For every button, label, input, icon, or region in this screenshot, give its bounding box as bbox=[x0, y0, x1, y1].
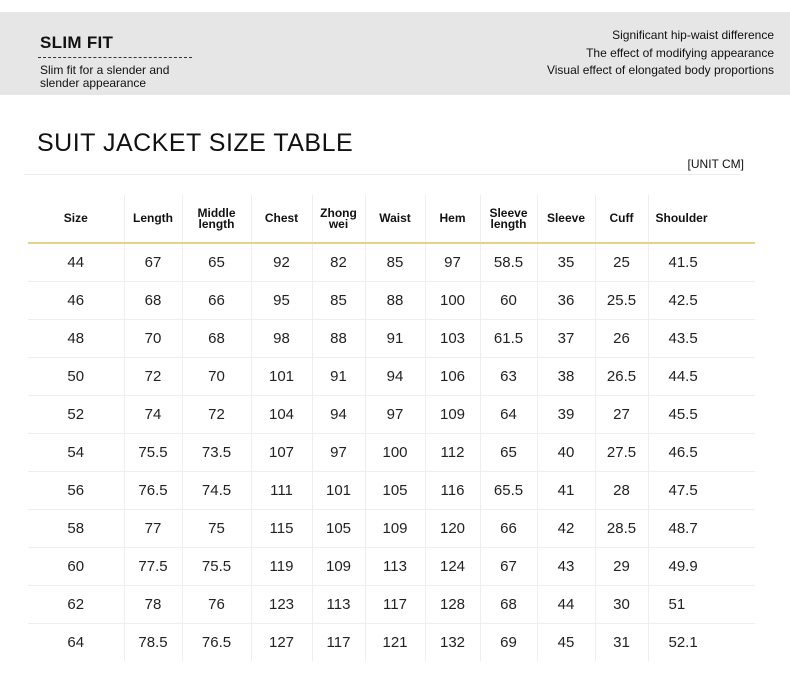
table-cell: 105 bbox=[312, 509, 365, 547]
table-cell: 74 bbox=[124, 395, 182, 433]
table-cell: 88 bbox=[312, 319, 365, 357]
divider bbox=[24, 174, 740, 175]
table-cell: 25.5 bbox=[595, 281, 648, 319]
table-cell: 72 bbox=[124, 357, 182, 395]
table-cell: 68 bbox=[182, 319, 251, 357]
fit-description: Slim fit for a slender and slender appearance bbox=[40, 63, 170, 90]
table-cell: 85 bbox=[312, 281, 365, 319]
table-cell: 94 bbox=[312, 395, 365, 433]
table-cell: 85 bbox=[365, 243, 425, 281]
table-cell: 60 bbox=[480, 281, 537, 319]
page-title: SUIT JACKET SIZE TABLE bbox=[37, 129, 354, 157]
table-row bbox=[28, 547, 755, 585]
table-cell: 58 bbox=[28, 509, 124, 547]
table-cell: 42 bbox=[537, 509, 595, 547]
table-cell: 60 bbox=[28, 547, 124, 585]
table-cell: 92 bbox=[251, 243, 312, 281]
table-cell: 113 bbox=[365, 547, 425, 585]
table-cell: 68 bbox=[124, 281, 182, 319]
table-cell: 43.5 bbox=[648, 319, 755, 357]
table-cell: 36 bbox=[537, 281, 595, 319]
table-cell: 109 bbox=[365, 509, 425, 547]
table-cell: 74.5 bbox=[182, 471, 251, 509]
table-cell: 106 bbox=[425, 357, 480, 395]
table-cell: 104 bbox=[251, 395, 312, 433]
table-cell: 97 bbox=[425, 243, 480, 281]
table-cell: 78 bbox=[124, 585, 182, 623]
table-cell: 27 bbox=[595, 395, 648, 433]
column-header: Sleeve length bbox=[480, 195, 537, 243]
column-header: Shoulder bbox=[648, 195, 755, 243]
table-cell: 52 bbox=[28, 395, 124, 433]
table-cell: 100 bbox=[425, 281, 480, 319]
table-cell: 39 bbox=[537, 395, 595, 433]
fit-title: SLIM FIT bbox=[40, 33, 114, 52]
table-row bbox=[28, 357, 755, 395]
table-cell: 76.5 bbox=[124, 471, 182, 509]
table-cell: 66 bbox=[182, 281, 251, 319]
table-cell: 101 bbox=[251, 357, 312, 395]
table-cell: 48.7 bbox=[648, 509, 755, 547]
table-cell: 49.9 bbox=[648, 547, 755, 585]
table-cell: 44 bbox=[28, 243, 124, 281]
feature-item: Visual effect of elongated body proportions bbox=[546, 63, 774, 77]
table-row bbox=[28, 319, 755, 357]
table-cell: 75.5 bbox=[124, 433, 182, 471]
table-cell: 66 bbox=[480, 509, 537, 547]
table-cell: 64 bbox=[480, 395, 537, 433]
table-cell: 120 bbox=[425, 509, 480, 547]
column-header: Cuff bbox=[595, 195, 648, 243]
column-header: Chest bbox=[251, 195, 312, 243]
table-cell: 124 bbox=[425, 547, 480, 585]
table-cell: 132 bbox=[425, 623, 480, 661]
table-cell: 44.5 bbox=[648, 357, 755, 395]
table-cell: 30 bbox=[595, 585, 648, 623]
table-cell: 48 bbox=[28, 319, 124, 357]
table-cell: 25 bbox=[595, 243, 648, 281]
table-cell: 52.1 bbox=[648, 623, 755, 661]
table-cell: 91 bbox=[365, 319, 425, 357]
table-cell: 29 bbox=[595, 547, 648, 585]
table-cell: 77.5 bbox=[124, 547, 182, 585]
table-cell: 50 bbox=[28, 357, 124, 395]
feature-item: The effect of modifying appearance bbox=[586, 45, 774, 60]
table-cell: 98 bbox=[251, 319, 312, 357]
table-cell: 67 bbox=[124, 243, 182, 281]
table-cell: 58.5 bbox=[480, 243, 537, 281]
table-cell: 78.5 bbox=[124, 623, 182, 661]
table-cell: 119 bbox=[251, 547, 312, 585]
table-cell: 67 bbox=[480, 547, 537, 585]
table-cell: 40 bbox=[537, 433, 595, 471]
table-cell: 31 bbox=[595, 623, 648, 661]
column-header: Sleeve bbox=[537, 195, 595, 243]
table-cell: 46.5 bbox=[648, 433, 755, 471]
table-cell: 88 bbox=[365, 281, 425, 319]
table-cell: 64 bbox=[67, 633, 85, 651]
table-row bbox=[28, 281, 755, 319]
table-cell: 109 bbox=[312, 547, 365, 585]
table-cell: 51 bbox=[648, 585, 755, 623]
table-cell: 117 bbox=[365, 585, 425, 623]
table-row bbox=[28, 509, 755, 547]
column-header: Size bbox=[28, 195, 124, 243]
table-cell: 97 bbox=[365, 395, 425, 433]
table-cell: 105 bbox=[365, 471, 425, 509]
table-row bbox=[28, 471, 755, 509]
table-cell: 65 bbox=[480, 433, 537, 471]
table-cell: 35 bbox=[537, 243, 595, 281]
table-cell: 70 bbox=[124, 319, 182, 357]
size-table bbox=[28, 195, 755, 661]
feature-item: Significant hip-waist difference bbox=[612, 28, 774, 42]
table-cell: 37 bbox=[537, 319, 595, 357]
table-cell: 76 bbox=[182, 585, 251, 623]
table-cell: 91 bbox=[312, 357, 365, 395]
table-cell: 45 bbox=[537, 623, 595, 661]
feature-list bbox=[547, 27, 774, 80]
table-cell: 70 bbox=[182, 357, 251, 395]
column-header: Hem bbox=[425, 195, 480, 243]
table-cell: 95 bbox=[251, 281, 312, 319]
table-cell: 43 bbox=[537, 547, 595, 585]
table-cell: 113 bbox=[312, 585, 365, 623]
table-cell: 82 bbox=[312, 243, 365, 281]
table-cell: 111 bbox=[251, 471, 312, 509]
table-cell: 72 bbox=[182, 395, 251, 433]
table-cell: 62 bbox=[28, 585, 124, 623]
table-cell: 38 bbox=[537, 357, 595, 395]
table-cell: 45.5 bbox=[648, 395, 755, 433]
table-cell: 46 bbox=[28, 281, 124, 319]
table-cell: 77 bbox=[124, 509, 182, 547]
table-cell: 65 bbox=[182, 243, 251, 281]
table-cell: 61.5 bbox=[480, 319, 537, 357]
table-cell: 101 bbox=[312, 471, 365, 509]
table-cell: 69 bbox=[480, 623, 537, 661]
table-cell: 100 bbox=[365, 433, 425, 471]
table-cell: 128 bbox=[425, 585, 480, 623]
table-cell: 94 bbox=[365, 357, 425, 395]
table-cell: 127 bbox=[251, 623, 312, 661]
table-cell: 117 bbox=[312, 623, 365, 661]
column-header: Zhong wei bbox=[312, 195, 365, 243]
table-cell: 107 bbox=[251, 433, 312, 471]
table-cell: 121 bbox=[365, 623, 425, 661]
table-cell: 112 bbox=[425, 433, 480, 471]
table-cell: 54 bbox=[28, 433, 124, 471]
column-header: Middle length bbox=[182, 195, 251, 243]
table-cell: 65.5 bbox=[480, 471, 537, 509]
table-cell: 97 bbox=[312, 433, 365, 471]
table-cell: 63 bbox=[480, 357, 537, 395]
table-cell: 27.5 bbox=[595, 433, 648, 471]
table-cell: 42.5 bbox=[648, 281, 755, 319]
table-cell: 109 bbox=[425, 395, 480, 433]
table-cell: 41.5 bbox=[648, 243, 755, 281]
table-cell: 28 bbox=[595, 471, 648, 509]
table-cell: 116 bbox=[425, 471, 480, 509]
table-cell: 75.5 bbox=[182, 547, 251, 585]
table-cell: 28.5 bbox=[595, 509, 648, 547]
table-row bbox=[28, 585, 755, 623]
column-header: Length bbox=[124, 195, 182, 243]
table-cell: 75 bbox=[182, 509, 251, 547]
column-header: Waist bbox=[365, 195, 425, 243]
table-row bbox=[28, 433, 755, 471]
table-cell: 26 bbox=[595, 319, 648, 357]
table-cell: 47.5 bbox=[648, 471, 755, 509]
header-row bbox=[28, 195, 755, 243]
table-cell: 26.5 bbox=[595, 357, 648, 395]
table-cell: 103 bbox=[425, 319, 480, 357]
unit-label: [UNIT CM] bbox=[687, 157, 744, 171]
table-cell: 115 bbox=[251, 509, 312, 547]
table-cell: 68 bbox=[480, 585, 537, 623]
table-row bbox=[28, 243, 755, 281]
table-cell: 123 bbox=[251, 585, 312, 623]
table-cell: 44 bbox=[537, 585, 595, 623]
table-cell: 73.5 bbox=[182, 433, 251, 471]
table-cell: 56 bbox=[28, 471, 124, 509]
table-row bbox=[28, 623, 755, 661]
table-cell: 41 bbox=[537, 471, 595, 509]
table-cell: 76.5 bbox=[182, 623, 251, 661]
table-row bbox=[28, 395, 755, 433]
dashed-divider bbox=[38, 57, 192, 58]
